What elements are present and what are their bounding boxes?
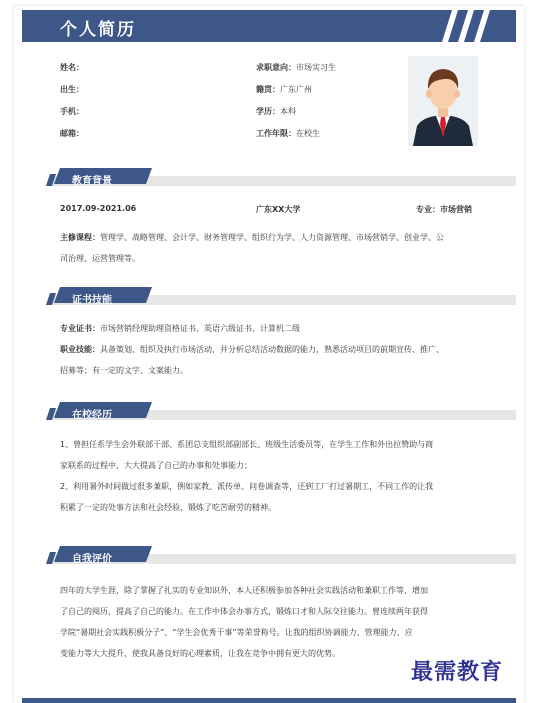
- section-header-skills: [22, 287, 516, 309]
- watermark-logo: 最需教育: [411, 659, 504, 685]
- resume-header: [22, 10, 516, 42]
- info-intent: [256, 62, 336, 73]
- footer-bar: [22, 698, 516, 703]
- intent-label: 求职意向：: [256, 63, 296, 72]
- section-header-self: [22, 546, 516, 568]
- section-header-education: [22, 168, 516, 190]
- info-name: [60, 62, 84, 73]
- years-label: 工作年限：: [256, 129, 296, 138]
- email-label: 邮箱：: [60, 129, 84, 138]
- native-label: 籍贯：: [256, 85, 280, 94]
- phone-label: 手机：: [60, 107, 84, 116]
- info-email: [60, 128, 84, 139]
- info-birth: [60, 84, 84, 95]
- skills-content: [60, 318, 444, 381]
- skill-label: 职业技能：: [60, 345, 100, 354]
- campus-line2: 家联系的过程中，大大提高了自己的办事和处事能力；: [60, 461, 252, 470]
- skill-line1: 职业技能：具备策划、组织及执行市场活动，并分析总结活动数据的能力，熟悉活动项目的前期宣传、推广、: [60, 345, 444, 354]
- cert-line: [60, 318, 444, 339]
- birth-label: 出生：: [60, 85, 84, 94]
- campus-line4: 积累了一定的处事方法和社会经验，锻炼了吃苦耐劳的精神。: [60, 503, 276, 512]
- native-value: 广东广州: [280, 85, 312, 94]
- campus-content: [60, 434, 433, 518]
- name-label: 姓名：: [60, 63, 84, 72]
- avatar: [408, 56, 478, 146]
- edu-school: 广东XX大学: [256, 205, 301, 214]
- self-line1: 四年的大学生涯，除了掌握了扎实的专业知识外，本人还积极参加各种社会实践活动和兼职工作等，增加: [60, 586, 428, 595]
- campus-line1: 1、曾担任系学生会外联部干部、系团总支组织部副部长、班级生活委员等，在学生工作和外出拉赞助与商: [60, 440, 434, 449]
- edu-courses-line2: 司治理、运营管理等。: [60, 254, 140, 263]
- section-title-skills: 证书技能: [72, 295, 112, 306]
- section-title-self: 自我评价: [72, 554, 112, 565]
- self-line2: 了自己的阅历，提高了自己的能力。在工作中体会办事方式，锻炼口才和人际交往能力。曾连续两年获得: [60, 607, 428, 616]
- self-content: [60, 580, 428, 664]
- cert-label: 专业证书：: [60, 324, 100, 333]
- intent-value: 市场实习生: [296, 63, 336, 72]
- degree-value: 本科: [280, 107, 296, 116]
- edu-period: 2017.09-2021.06: [60, 204, 137, 213]
- edu-major: 专业：市场营销: [416, 205, 472, 214]
- degree-label: 学历：: [256, 107, 280, 116]
- info-native: [256, 84, 312, 95]
- years-value: 在校生: [296, 129, 320, 138]
- edu-courses: [60, 227, 444, 269]
- info-years: [256, 128, 320, 139]
- section-header-campus: [22, 402, 516, 424]
- section-title-campus: 在校经历: [72, 410, 112, 421]
- edu-courses-line1: 主修课程：管理学、战略管理、会计学、财务管理学、组织行为学、人力资源管理、市场营销学、创业学、公: [60, 233, 444, 242]
- info-phone: [60, 106, 84, 117]
- avatar-illustration: [408, 56, 478, 146]
- info-degree: [256, 106, 296, 117]
- campus-line3: 2、利用暑外时间做过很多兼职，例如家教、派传单、问卷调查等，还到工厂打过暑期工，不同工作的让我: [60, 482, 434, 491]
- courses-label: 主修课程：: [60, 233, 100, 242]
- resume-title: 个人简历: [60, 20, 136, 40]
- skill-line2: 招募等；有一定的文字、文案能力。: [60, 366, 188, 375]
- cert-value: 市场营销经理助理资格证书、英语六级证书、计算机二级: [100, 324, 300, 333]
- self-line3: 学院“暑期社会实践积极分子”、“学生会优秀干事”等荣誉称号。让我的组织协调能力、管理能力、应: [60, 628, 413, 637]
- self-line4: 变能力等大大提升，使我具备良好的心理素质，让我在竞争中拥有更大的优势。: [60, 649, 340, 658]
- section-title-education: 教育背景: [72, 176, 112, 187]
